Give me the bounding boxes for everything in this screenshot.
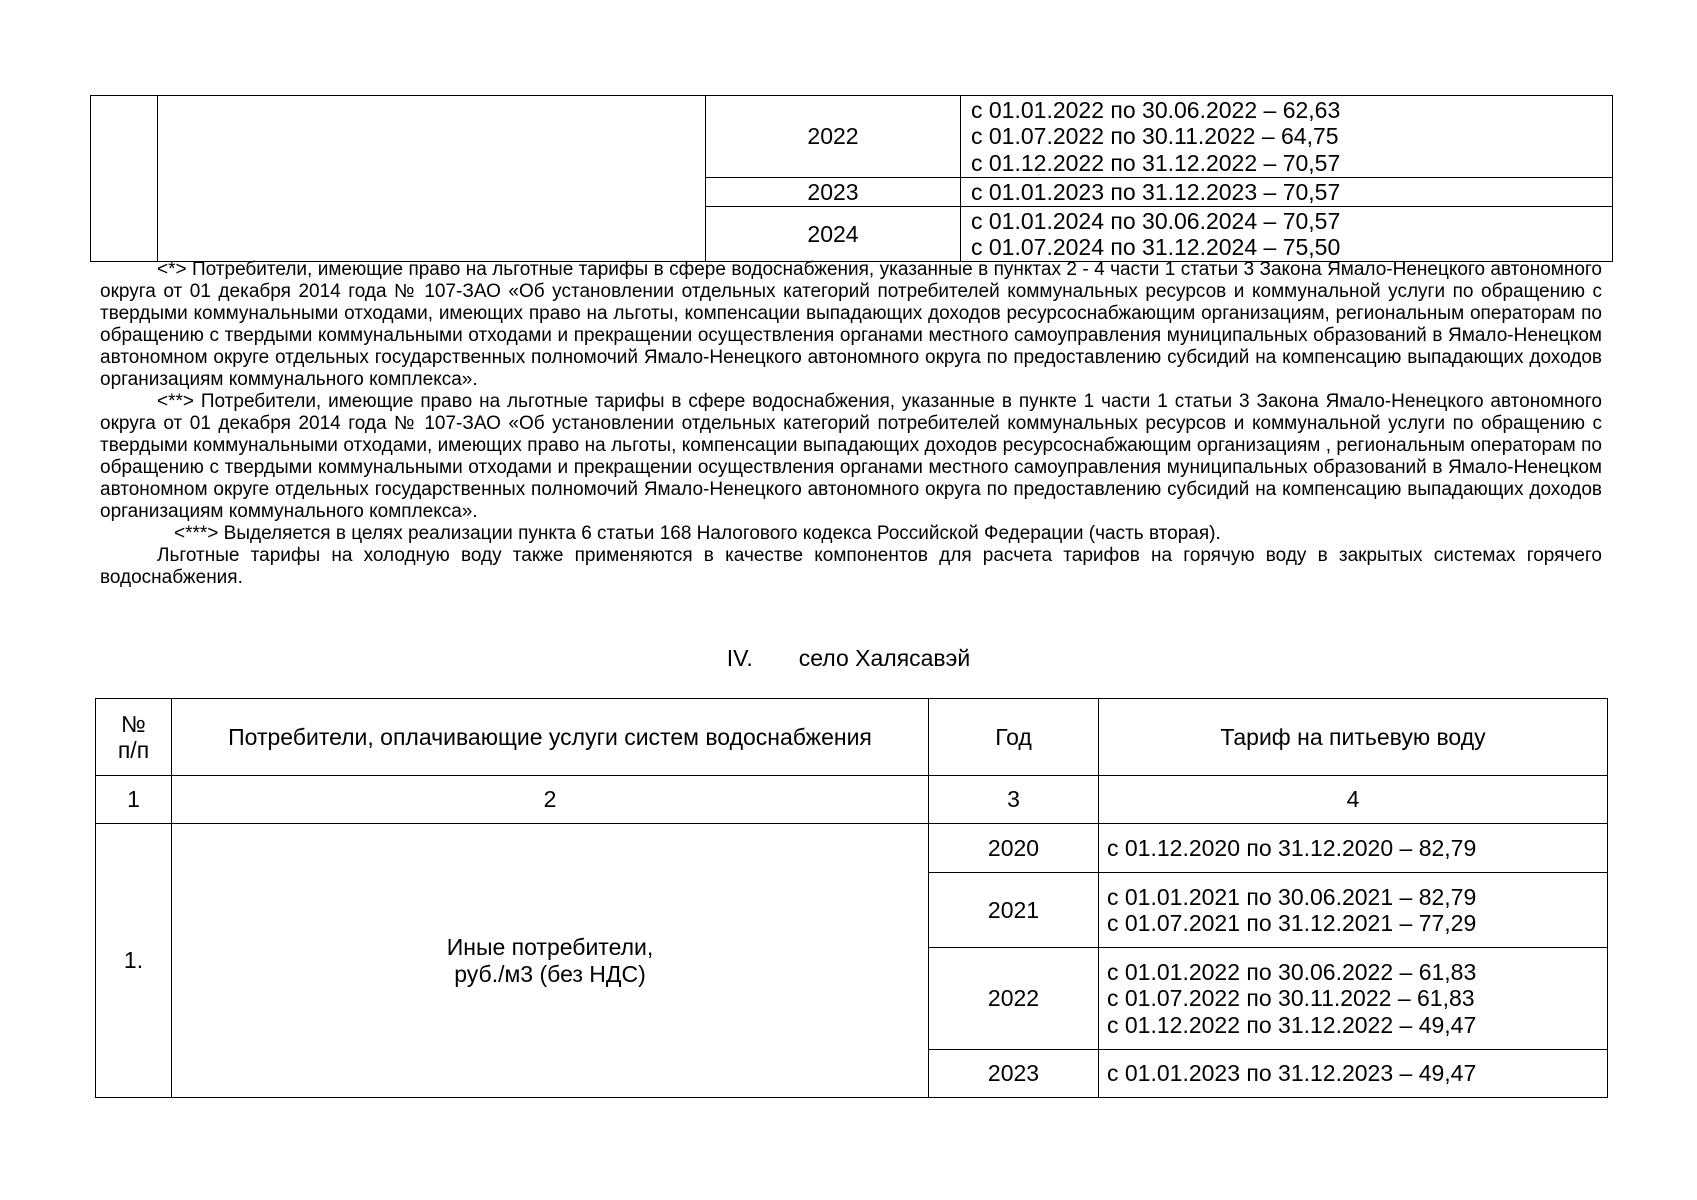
section-number: IV. — [726, 645, 753, 671]
tariff-table — [95, 698, 1608, 1098]
footnote-note: Льготные тарифы на холодную воду также применяются в качестве компонентов для расчета тарифов на горячую воду в закрытых системах горячего водоснабжения. — [100, 545, 1602, 588]
tariff-cell — [1099, 1050, 1608, 1098]
year-cell: 2023 — [929, 1050, 1099, 1098]
column-number: 4 — [1099, 776, 1608, 824]
tariff-line: с 01.01.2023 по 31.12.2023 – 49,47 — [1107, 1060, 1477, 1087]
tariff-line: с 01.07.2024 по 31.12.2024 – 75,50 — [971, 234, 1341, 260]
tariff-cell — [961, 178, 1613, 207]
section-title: село Халясавэй — [798, 645, 971, 671]
tariff-line: с 01.01.2022 по 30.06.2022 – 62,63 — [971, 96, 1341, 123]
row-number: 1. — [96, 824, 172, 1098]
tariff-line: с 01.12.2022 по 31.12.2022 – 49,47 — [1107, 1011, 1477, 1038]
header-number: № п/п — [96, 699, 172, 776]
number-cell — [91, 96, 158, 262]
tariff-line: с 01.07.2022 по 30.11.2022 – 61,83 — [1107, 985, 1475, 1012]
footnote-1: <*> Потребители, имеющие право на льготные тарифы в сфере водоснабжения, указанные в пунктах 2 - 4 части 1 статьи 3 Закона Ямало-Ненецкого автономного округа от 01 декабря 2014 года № 107-ЗАО «Об установлении отдельных категорий потребителей коммунальных ресурсов и коммунальной услуги по обращению с твердыми коммунальными отходами, имеющих право на льготы, компенсации выпадающих доходов ресурсоснабжающим организациям, региональным операторам по обращению с твердыми коммунальными отходами и прекращении осуществления органами местного самоуправления муниципальных образований в Ямало-Ненецком автономном округе отдельных государственных полномочий Ямало-Ненецкого автономного округа по предоставлению субсидий на компенсацию выпадающих доходов организациям коммунального комплекса». — [100, 259, 1602, 390]
year-cell: 2022 — [706, 96, 961, 178]
tariff-line: с 01.01.2023 по 31.12.2023 – 70,57 — [971, 178, 1341, 205]
year-cell: 2021 — [929, 873, 1099, 948]
tariff-cell — [961, 96, 1613, 178]
year-cell: 2022 — [929, 948, 1099, 1050]
tariff-cell — [1099, 824, 1608, 873]
tariff-cell — [1099, 948, 1608, 1050]
year-cell: 2020 — [929, 824, 1099, 873]
header-year: Год — [929, 699, 1099, 776]
tariff-cell — [961, 207, 1613, 262]
consumer-line: Иные потребители, — [446, 934, 654, 960]
header-tariff: Тариф на питьевую воду — [1099, 699, 1608, 776]
year-cell: 2024 — [706, 207, 961, 262]
year-cell: 2023 — [706, 178, 961, 207]
column-number: 1 — [96, 776, 172, 824]
tariff-line: с 01.01.2024 по 30.06.2024 – 70,57 — [971, 207, 1341, 234]
tariff-line: с 01.12.2022 по 31.12.2022 – 70,57 — [971, 149, 1341, 176]
column-number-row — [96, 776, 1608, 824]
tariff-line: с 01.01.2022 по 30.06.2022 – 61,83 — [1107, 958, 1477, 985]
consumer-line: руб./м3 (без НДС) — [454, 960, 646, 987]
table-row — [96, 824, 1608, 873]
header-consumers: Потребители, оплачивающие услуги систем водоснабжения — [172, 699, 929, 776]
tariff-cell — [1099, 873, 1608, 948]
tariff-line: с 01.12.2020 по 31.12.2020 – 82,79 — [1107, 834, 1477, 861]
tariff-line: с 01.01.2021 по 30.06.2021 – 82,79 — [1107, 883, 1477, 910]
tariff-line: с 01.07.2021 по 31.12.2021 – 77,29 — [1107, 910, 1477, 936]
section-heading — [0, 645, 1697, 672]
column-number: 2 — [172, 776, 929, 824]
consumer-cell — [172, 824, 929, 1098]
column-number: 3 — [929, 776, 1099, 824]
footnote-2: <**> Потребители, имеющие право на льготные тарифы в сфере водоснабжения, указанные в пункте 1 части 1 статьи 3 Закона Ямало-Ненецкого автономного округа от 01 декабря 2014 года № 107-ЗАО «Об установлении отдельных категорий потребителей коммунальных ресурсов и коммунальной услуги по обращению с твердыми коммунальными отходами, имеющих право на льготы, компенсации выпадающих доходов ресурсоснабжающим организациям , региональным операторам по обращению с твердыми коммунальными отходами и прекращении осуществления органами местного самоуправления муниципальных образований в Ямало-Ненецком автономном округе отдельных государственных полномочий Ямало-Ненецкого автономного округа по предоставлению субсидий на компенсацию выпадающих доходов организациям коммунального комплекса». — [100, 391, 1602, 522]
tariff-line: с 01.07.2022 по 30.11.2022 – 64,75 — [971, 123, 1339, 150]
header-row — [96, 699, 1608, 776]
footnote-3: <***> Выделяется в целях реализации пункта 6 статьи 168 Налогового кодекса Российской Федерации (часть вторая). — [174, 523, 1221, 544]
footnotes — [100, 259, 1602, 589]
consumer-cell — [158, 96, 706, 262]
tariff-table-continued — [90, 95, 1613, 262]
